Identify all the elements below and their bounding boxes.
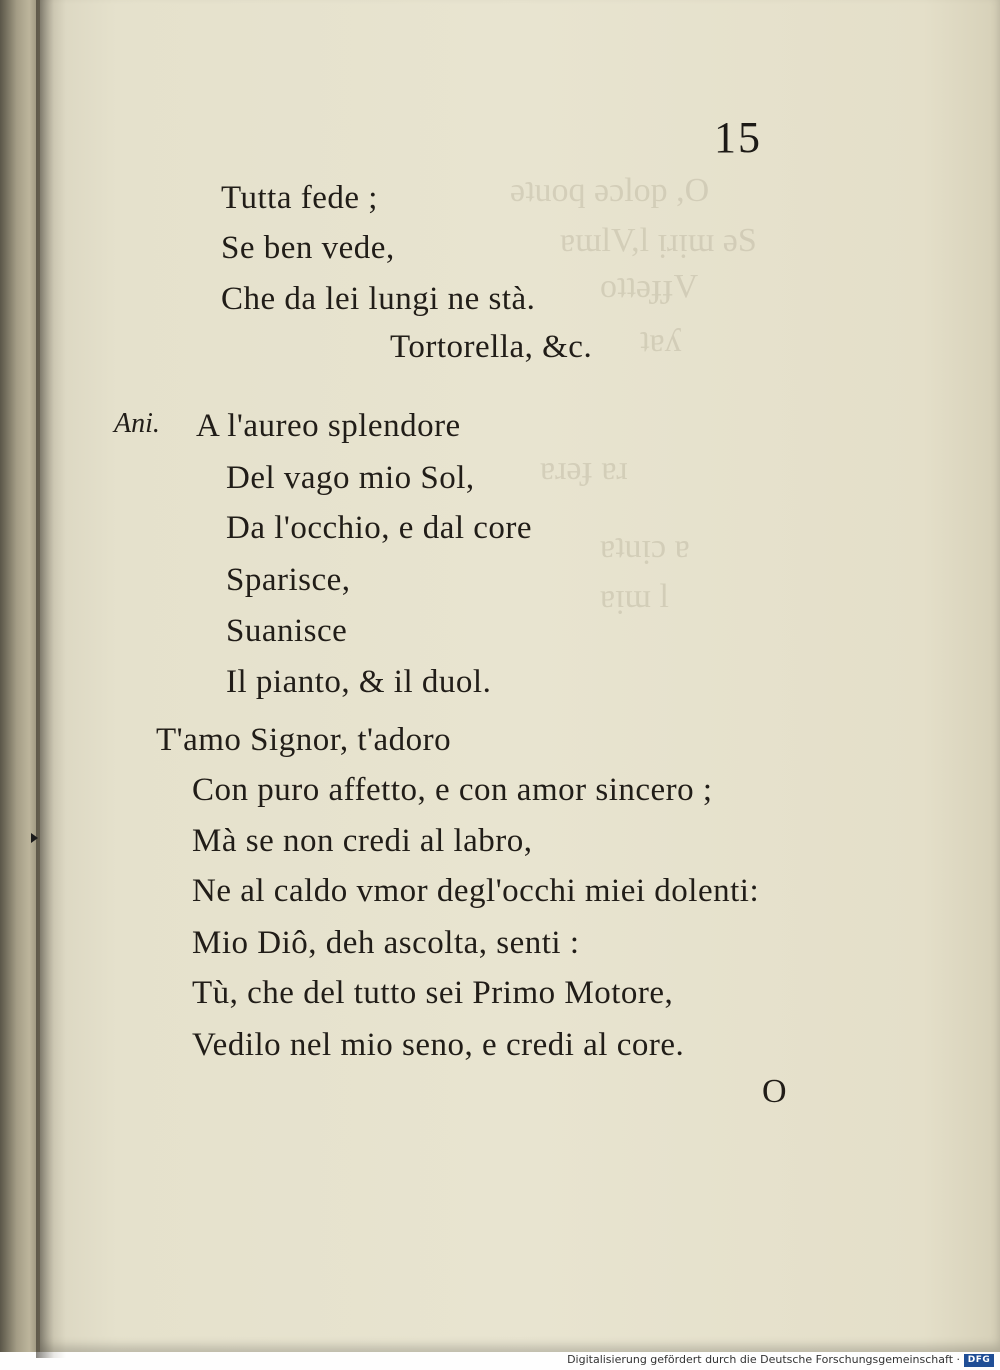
speaker-label: Ani. <box>114 408 160 439</box>
verse-line: Mio Diô, deh ascolta, senti : <box>192 925 580 961</box>
refrain-line: Tortorella, &c. <box>390 329 593 365</box>
verse-line: Sparisce, <box>226 562 351 598</box>
bleed-through: ɐᴉɯ l <box>600 578 669 615</box>
verse-line: Da l'occhio, e dal core <box>226 510 533 546</box>
verse-line: Con puro affetto, e con amor sincero ; <box>192 772 713 808</box>
catchword: O <box>762 1073 787 1110</box>
bleed-through: ʇɐʎ <box>640 322 682 359</box>
dfg-logo: DFG <box>964 1354 994 1367</box>
bleed-through: ɐɹǝɟ ɐɹ <box>540 450 628 487</box>
verse-line: Ne al caldo vmor degl'occhi miei dolenti: <box>192 873 760 909</box>
bleed-through: oʇʇǝɟɟV <box>600 268 699 305</box>
verse-line: Vedilo nel mio seno, e credi al core. <box>192 1027 685 1063</box>
bleed-through: ǝʇuoq ǝɔlop ,O <box>510 172 710 209</box>
verse-line: Mà se non credi al labro, <box>192 823 533 859</box>
binding-shadow <box>36 0 66 1358</box>
bleed-through: ɐʇuᴉɔ ɐ <box>600 528 690 565</box>
scanned-page <box>40 0 1000 1352</box>
page-number: 15 <box>714 113 762 162</box>
verse-line: Suanisce <box>226 613 348 649</box>
verse-line: Se ben vede, <box>221 230 395 266</box>
verse-line: Tutta fede ; <box>221 180 378 216</box>
verse-line: Tù, che del tutto sei Primo Motore, <box>192 975 674 1011</box>
verse-line: Che da lei lungi ne stà. <box>221 281 536 317</box>
margin-arrow-icon <box>31 833 38 843</box>
verse-line: Del vago mio Sol, <box>226 460 475 496</box>
verse-line: T'amo Signor, t'adoro <box>156 722 452 758</box>
bleed-through: ɐɯlV,l ᴉɹᴉɯ ǝS <box>560 222 757 259</box>
verse-line: Il pianto, & il duol. <box>226 664 492 700</box>
verse-line: A l'aureo splendore <box>196 408 461 444</box>
funding-credit: Digitalisierung gefördert durch die Deutsche Forschungsgemeinschaft · <box>567 1353 960 1366</box>
